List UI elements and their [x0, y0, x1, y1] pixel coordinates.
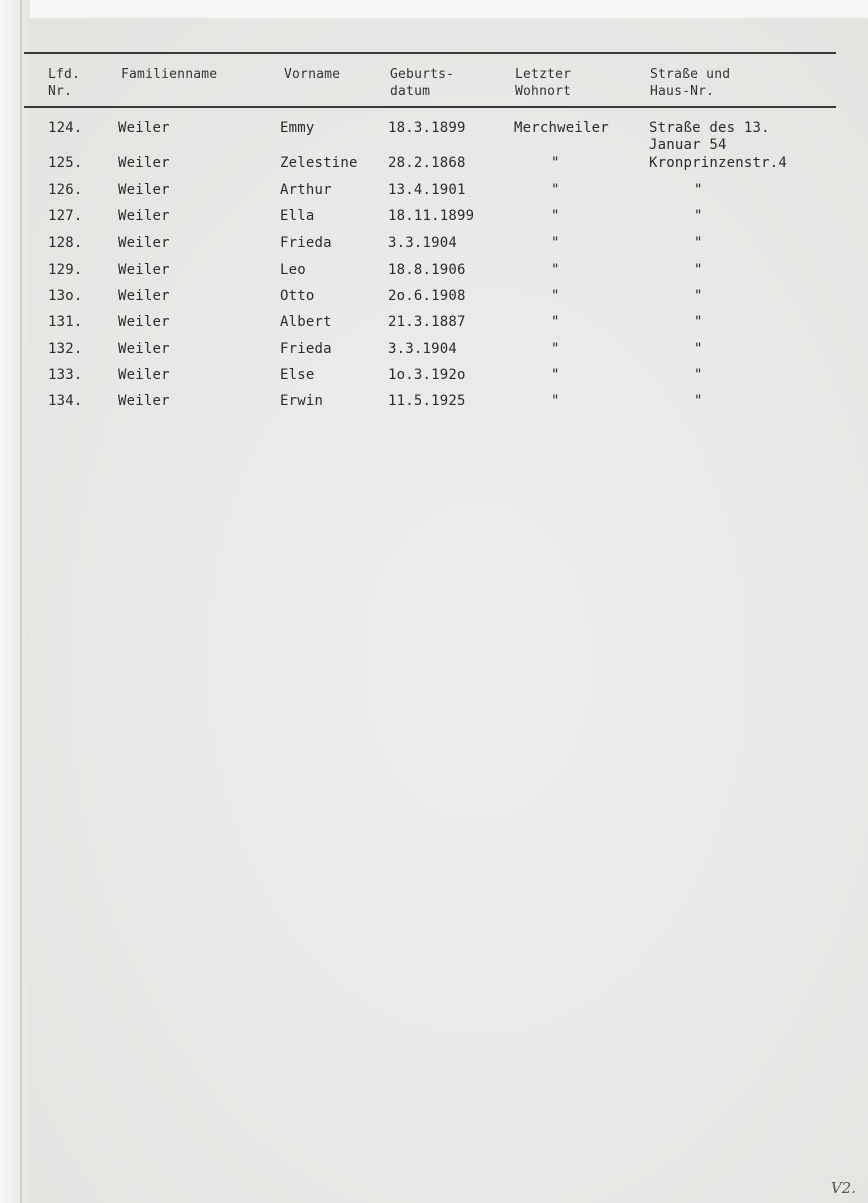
- row-vorname: Arthur: [280, 182, 332, 198]
- row-wohnort: ": [551, 155, 560, 171]
- row-geburtsdatum: 28.2.1868: [388, 155, 466, 171]
- row-familienname: Weiler: [118, 120, 170, 136]
- row-strasse: ": [694, 235, 703, 251]
- row-geburtsdatum: 3.3.1904: [388, 235, 458, 251]
- binding-edge: [0, 0, 30, 1203]
- row-geburtsdatum: 1o.3.192o: [388, 367, 466, 383]
- row-strasse: ": [694, 262, 703, 278]
- row-vorname: Ella: [280, 208, 315, 224]
- row-strasse: ": [694, 367, 703, 383]
- row-familienname: Weiler: [118, 341, 170, 357]
- row-nr: 133.: [48, 367, 83, 383]
- row-nr: 128.: [48, 235, 83, 251]
- row-geburtsdatum: 21.3.1887: [388, 314, 466, 330]
- row-strasse: ": [694, 314, 703, 330]
- header-lfd-nr-line1: Lfd.: [48, 67, 81, 82]
- header-wohnort-line2: Wohnort: [515, 84, 572, 99]
- row-geburtsdatum: 13.4.1901: [388, 182, 466, 198]
- row-nr: 13o.: [48, 288, 83, 304]
- header-lfd-nr: [48, 66, 80, 100]
- row-wohnort: ": [551, 367, 560, 383]
- row-wohnort: Merchweiler: [514, 120, 609, 136]
- row-vorname: Frieda: [280, 341, 332, 357]
- row-geburtsdatum: 18.3.1899: [388, 120, 466, 136]
- row-familienname: Weiler: [118, 155, 170, 171]
- row-geburtsdatum: 18.11.1899: [388, 208, 475, 224]
- row-vorname: Emmy: [280, 120, 315, 136]
- row-familienname: Weiler: [118, 393, 170, 409]
- row-strasse-line2: Januar 54: [649, 137, 727, 153]
- row-vorname: Erwin: [280, 393, 324, 409]
- row-wohnort: ": [551, 288, 560, 304]
- row-strasse: ": [694, 288, 703, 304]
- row-familienname: Weiler: [118, 314, 170, 330]
- row-nr: 125.: [48, 155, 83, 171]
- row-wohnort: ": [551, 208, 560, 224]
- row-vorname: Zelestine: [280, 155, 358, 171]
- row-familienname: Weiler: [118, 288, 170, 304]
- row-strasse: Kronprinzenstr.4: [649, 155, 788, 171]
- row-familienname: Weiler: [118, 208, 170, 224]
- page-top-band: [0, 0, 868, 18]
- header-strasse-line1: Straße und: [650, 67, 731, 82]
- row-geburtsdatum: 11.5.1925: [388, 393, 466, 409]
- row-nr: 126.: [48, 182, 83, 198]
- header-familienname: Familienname: [121, 67, 218, 82]
- row-wohnort: ": [551, 262, 560, 278]
- row-familienname: Weiler: [118, 262, 170, 278]
- header-geburtsdatum-line1: Geburts-: [390, 67, 455, 82]
- row-vorname: Leo: [280, 262, 306, 278]
- row-familienname: Weiler: [118, 367, 170, 383]
- row-nr: 132.: [48, 341, 83, 357]
- row-nr: 131.: [48, 314, 83, 330]
- row-strasse: ": [694, 393, 703, 409]
- header-strasse-line2: Haus-Nr.: [650, 84, 715, 99]
- header-bottom-rule: [24, 106, 836, 108]
- row-wohnort: ": [551, 314, 560, 330]
- header-strasse: [650, 66, 730, 100]
- header-geburtsdatum-line2: datum: [390, 84, 431, 99]
- row-geburtsdatum: 2o.6.1908: [388, 288, 466, 304]
- row-nr: 129.: [48, 262, 83, 278]
- row-strasse: Straße des 13.: [649, 120, 770, 136]
- header-geburtsdatum: [390, 66, 454, 100]
- row-geburtsdatum: 18.8.1906: [388, 262, 466, 278]
- row-strasse: ": [694, 208, 703, 224]
- row-strasse: ": [694, 341, 703, 357]
- header-vorname: Vorname: [284, 67, 341, 82]
- header-wohnort-line1: Letzter: [515, 67, 572, 82]
- header-wohnort: [515, 66, 571, 100]
- row-vorname: Else: [280, 367, 315, 383]
- row-nr: 127.: [48, 208, 83, 224]
- header-lfd-nr-line2: Nr.: [48, 84, 73, 99]
- row-nr: 124.: [48, 120, 83, 136]
- corner-note: V2.: [830, 1179, 856, 1197]
- row-wohnort: ": [551, 235, 560, 251]
- row-nr: 134.: [48, 393, 83, 409]
- header-top-rule: [24, 52, 836, 54]
- row-wohnort: ": [551, 393, 560, 409]
- row-strasse: ": [694, 182, 703, 198]
- row-vorname: Albert: [280, 314, 332, 330]
- row-geburtsdatum: 3.3.1904: [388, 341, 458, 357]
- row-wohnort: ": [551, 341, 560, 357]
- row-wohnort: ": [551, 182, 560, 198]
- row-familienname: Weiler: [118, 182, 170, 198]
- row-vorname: Frieda: [280, 235, 332, 251]
- row-vorname: Otto: [280, 288, 315, 304]
- row-familienname: Weiler: [118, 235, 170, 251]
